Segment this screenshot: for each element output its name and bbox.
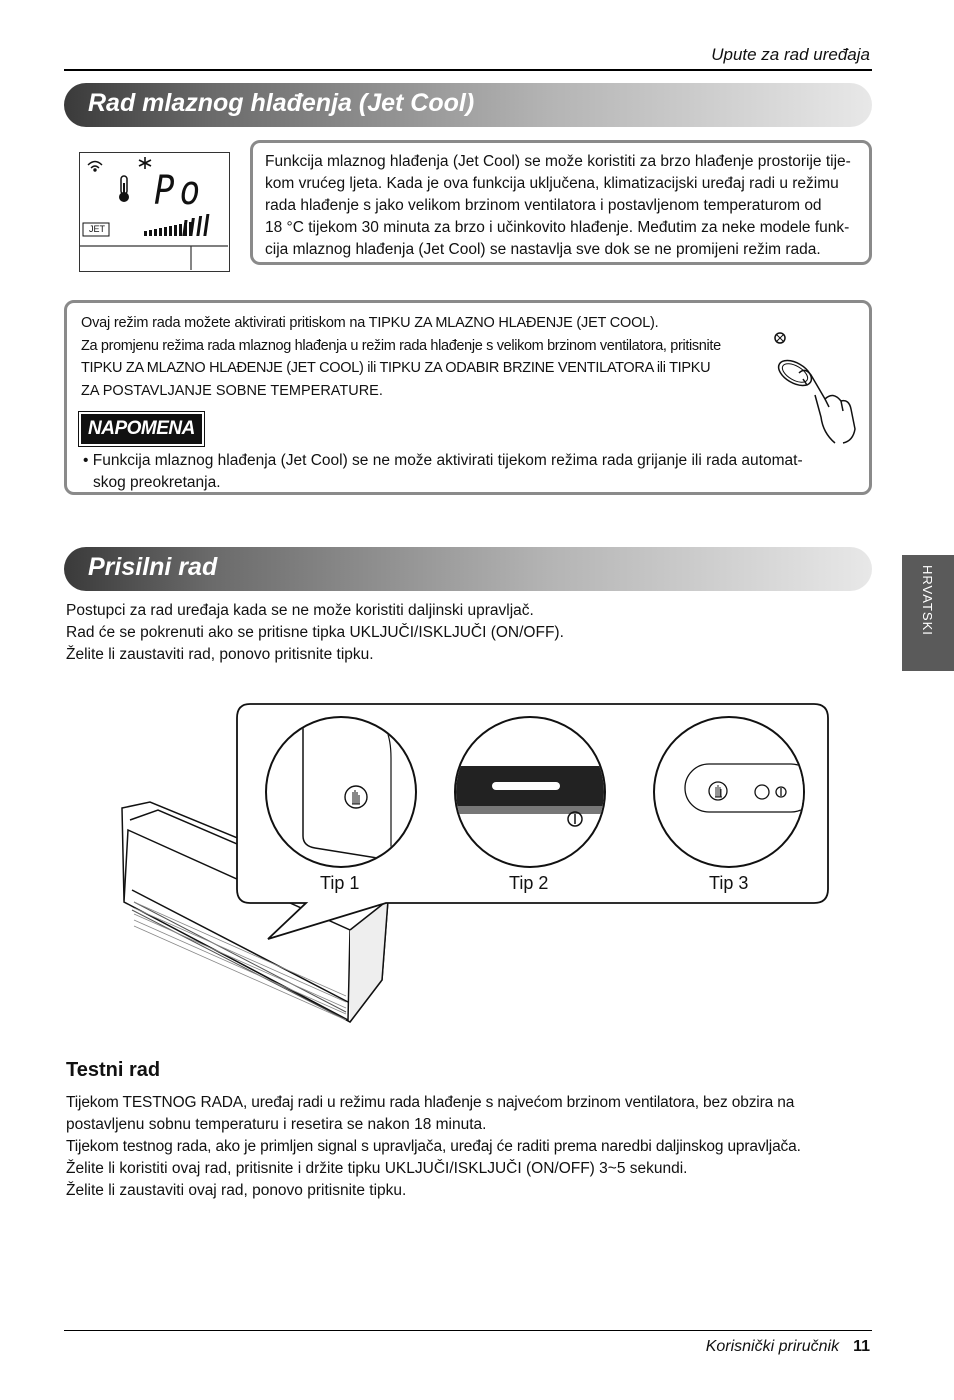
- header-rule: [64, 69, 872, 71]
- paragraph-line: Postupci za rad uređaja kada se ne može koristiti daljinski upravljač.: [66, 602, 534, 619]
- jet-cool-description-box: [250, 140, 872, 265]
- instruction-line: TIPKU ZA MLAZNO HLAĐENJE (JET COOL) ili TIPKU ZA ODABIR BRZINE VENTILATORA ili TIPKU: [81, 360, 711, 376]
- section-title: Prisilni rad: [88, 553, 218, 581]
- manual-button-icon: [709, 782, 727, 800]
- power-icon: [568, 812, 582, 826]
- description-line: rada hlađenje s jako velikom brzinom ventilatora i postavljenom temperaturom od: [265, 197, 822, 214]
- description-line: 18 °C tijekom 30 minuta za brzo i učinkovito hlađenje. Međutim za neke modele funk-: [265, 219, 850, 236]
- running-header: Upute za rad uređaja: [711, 45, 870, 64]
- description-line: Funkcija mlaznog hlađenja (Jet Cool) se može koristiti za brzo hlađenje prostorije tije-: [265, 153, 851, 170]
- language-tab: [902, 555, 954, 671]
- snowflake-icon: [139, 157, 151, 169]
- tip2-detail-circle: [454, 716, 606, 868]
- signal-icon: [88, 162, 102, 172]
- instruction-line: Ovaj režim rada možete aktivirati pritiskom na TIPKU ZA MLAZNO HLAĐENJE (JET COOL).: [81, 315, 659, 331]
- instruction-line: ZA POSTAVLJANJE SOBNE TEMPERATURE.: [81, 382, 383, 399]
- instruction-line: Za promjenu režima rada mlaznog hlađenja u režim rada hlađenje s velikom brzinom ventilatora, pritisnite: [81, 337, 721, 354]
- tip1-detail-circle: [265, 716, 417, 868]
- description-line: kom vrućeg ljeta. Kada je ova funkcija uključena, klimatizacijski uređaj radi u režimu: [265, 175, 839, 192]
- instructions-box: [64, 300, 872, 495]
- paragraph-line: Tijekom testnog rada, ako je primljen signal s upravljača, uređaj će raditi prema naredbi daljinskog upravljača.: [66, 1138, 801, 1155]
- footer: [706, 1338, 870, 1356]
- jet-indicator: JET: [88, 224, 105, 234]
- forced-operation-text: [66, 600, 564, 666]
- section-bar-forced-operation: [64, 547, 872, 591]
- tip2-label: Tip 2: [509, 873, 549, 893]
- note-line: skog preokretanja.: [93, 474, 221, 491]
- section-title: Rad mlaznog hlađenja (Jet Cool): [88, 89, 475, 117]
- paragraph-line: Želite li zaustaviti rad, ponovo pritisnite tipku.: [66, 646, 374, 663]
- hand-press-button-icon: [763, 325, 859, 445]
- tip1-label: Tip 1: [320, 873, 360, 893]
- paragraph-line: Rad će se pokrenuti ako se pritisne tipka UKLJUČI/ISKLJUČI (ON/OFF).: [66, 624, 564, 641]
- paragraph-line: Želite li koristiti ovaj rad, pritisnite i držite tipku UKLJUČI/ISKLJUČI (ON/OFF) 3~5 sekundi.: [66, 1160, 688, 1177]
- description-line: cija mlaznog hlađenja (Jet Cool) se nastavlja sve dok se ne promijeni režim rada.: [265, 241, 821, 258]
- footer-rule: [64, 1330, 872, 1331]
- manual-button-icon: [345, 786, 367, 808]
- note-label: NAPOMENA: [81, 414, 202, 444]
- footer-title: Korisnički priručnik: [705, 1338, 840, 1355]
- page-number: 11: [853, 1338, 870, 1355]
- lcd-digits: Po: [154, 168, 206, 214]
- indicator-light: [755, 785, 769, 799]
- language-tab-label: HRVATSKI: [920, 565, 935, 636]
- paragraph-line: postavljenu sobnu temperaturu i resetira se nakon 18 minuta.: [66, 1116, 487, 1133]
- section-bar-jet-cool: [64, 83, 872, 127]
- test-run-text: [66, 1092, 801, 1202]
- paragraph-line: Tijekom TESTNOG RADA, uređaj radi u režimu rada hlađenje s najvećom brzinom ventilatora, bez obzira na: [66, 1094, 795, 1111]
- note-line: • Funkcija mlaznog hlađenja (Jet Cool) se ne može aktivirati tijekom režima rada grijanje ili rada automat-: [83, 452, 803, 469]
- paragraph-line: Želite li zaustaviti ovaj rad, ponovo pritisnite tipku.: [66, 1182, 407, 1199]
- fan-speed-bars: [144, 214, 209, 236]
- test-run-heading: Testni rad: [66, 1059, 161, 1081]
- tip3-detail-circle: [653, 716, 805, 868]
- tip3-label: Tip 3: [709, 873, 749, 893]
- thermometer-icon: [119, 176, 129, 202]
- remote-display: [79, 152, 230, 272]
